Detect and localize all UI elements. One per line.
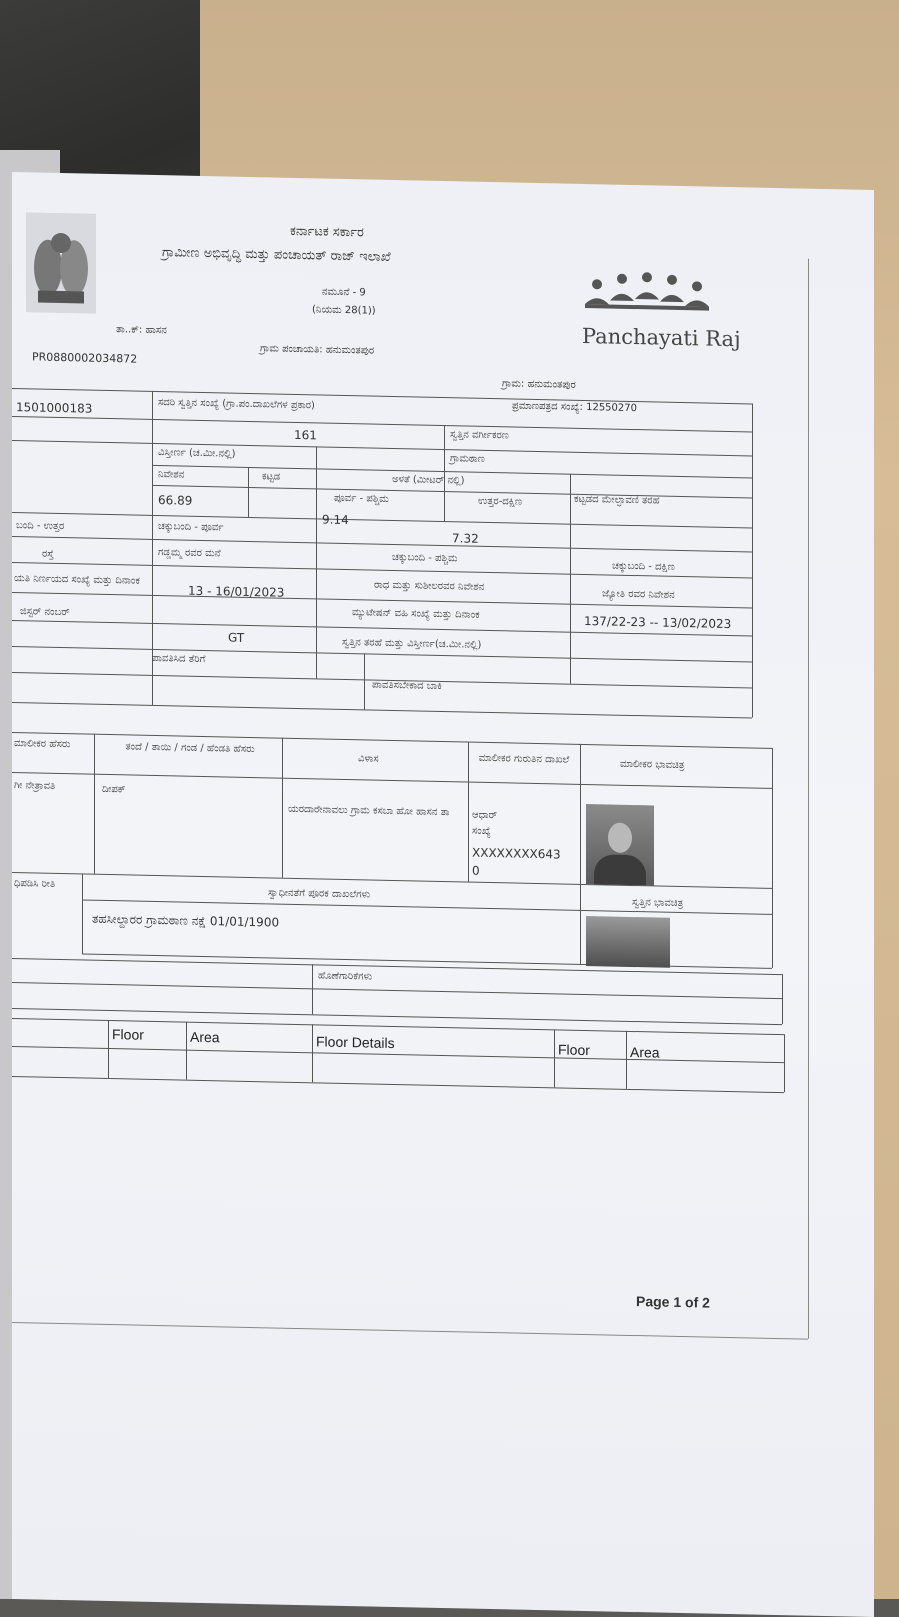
col-line — [82, 873, 83, 953]
acq-left-label: ಧಿಪಡಿಸಿ ರೀತಿ — [14, 878, 56, 890]
form-number: ನಮೂನೆ - 9 — [322, 286, 366, 299]
east-label: ಚಕ್ಕುಬಂದಿ - ಪೂರ್ವ — [158, 521, 224, 534]
owner-id-label: ಮಾಲೀಕರ ಗುರುತಿನ ದಾಖಲೆ — [478, 752, 570, 766]
row-line — [12, 702, 752, 719]
owner-id-line1: ಆಧಾರ್ — [472, 809, 498, 822]
col-line — [312, 964, 313, 1014]
prop-type-label: ಸ್ವತ್ತಿನ ವರ್ಗೀಕರಣ — [450, 429, 509, 442]
left-id: 1501000183 — [16, 400, 93, 416]
row-line — [12, 512, 752, 529]
resolution-value: 13 - 16/01/2023 — [188, 583, 285, 600]
col-line — [108, 1020, 109, 1078]
col-line — [364, 653, 365, 709]
floor-header-1: Floor — [112, 1026, 144, 1043]
property-photo — [586, 916, 670, 968]
prop-no-value: 161 — [294, 427, 317, 443]
col-line — [248, 467, 249, 517]
floor-details-header: Floor Details — [316, 1033, 395, 1052]
prop-desc-label: ಸ್ವತ್ತಿನ ತರಹೆ ಮತ್ತು ವಿಸ್ತೀರ್ಣ(ಚ.ಮೀ.ನಲ್ಲಿ) — [342, 636, 482, 651]
panchayati-raj-logo-icon — [577, 264, 717, 327]
ew-value: 9.14 — [322, 512, 349, 528]
west-value: ರಾಧ ಮತ್ತು ಸುಶೀಲರವರ ನಿವೇಶನ — [374, 579, 485, 593]
logo-text: Panchayati Raj — [582, 323, 741, 352]
gov-title: ಕರ್ನಾಟಕ ಸರ್ಕಾರ — [290, 223, 364, 241]
col-line — [580, 884, 581, 964]
father-label: ತಂದೆ / ತಾಯಿ / ಗಂಡ / ಹೆಂಡತಿ ಹೆಸರು — [125, 741, 255, 756]
liabilities-label: ಹೊಣೆಗಾರಿಕೆಗಳು — [318, 970, 373, 983]
row-line — [152, 485, 752, 499]
property-id: PR0880002034872 — [32, 350, 138, 366]
gt-value: GT — [228, 630, 245, 645]
col-line — [468, 742, 469, 882]
area-header-1: Area — [190, 1028, 220, 1046]
col-line — [626, 1031, 627, 1089]
row-line — [12, 1076, 784, 1093]
col-line — [186, 1022, 187, 1080]
prop-photo-label: ಸ್ವತ್ತಿನ ಭಾವಚಿತ್ರ — [632, 896, 684, 910]
owner-name-value: ಗೀ ನೇತ್ರಾವತಿ — [14, 780, 56, 792]
owner-id-line2: ಸಂಖ್ಯೆ — [472, 825, 491, 838]
col-line — [784, 1034, 785, 1092]
tax-bal-label: ಪಾವತಿಸಬೇಕಾದ ಬಾಕಿ — [372, 679, 442, 693]
certificate-number: ಪ್ರಮಾಣಪತ್ರದ ಸಂಖ್ಯೆ: 12550270 — [512, 400, 637, 415]
floor-header-2: Floor — [558, 1041, 590, 1059]
left-resolution-label: ಯತಿ ನಿರ್ಣಯದ ಸಂಖ್ಯೆ ಮತ್ತು ದಿನಾಂಕ — [14, 573, 140, 587]
col-line — [782, 974, 783, 1024]
col-line — [752, 404, 753, 718]
owner-photo-label: ಮಾಲೀಕರ ಭಾವಚಿತ್ರ — [620, 758, 685, 772]
ns-label: ಉತ್ತರ-ದಕ್ಷಿಣ — [478, 495, 523, 508]
state-emblem-icon — [26, 212, 96, 313]
area-header-2: Area — [630, 1043, 660, 1061]
row-line — [12, 416, 752, 433]
area-label: ವಿಸ್ತೀರ್ಣ (ಚ.ಮೀ.ನಲ್ಲಿ) — [158, 447, 236, 460]
area-value: 66.89 — [158, 493, 193, 508]
col-line — [94, 734, 95, 874]
row-line — [12, 440, 752, 457]
row-line — [12, 388, 752, 405]
left-road-label: ರಸ್ತೆ — [42, 548, 54, 560]
building-label: ಕಟ್ಟಡ — [262, 471, 281, 483]
document-page — [12, 172, 874, 1617]
row-line — [12, 872, 772, 889]
row-line — [12, 1008, 782, 1025]
mutation-label: ಮ್ಯುಟೇಷನ್ ವಹಿ ಸಂಖ್ಯೆ ಮತ್ತು ದಿನಾಂಕ — [352, 607, 480, 621]
col-line — [282, 738, 283, 878]
south-value: ಜ್ಯೋತಿ ರವರ ನಿವೇಶನ — [602, 588, 675, 601]
prop-type-value: ಗ್ರಾಮಠಾಣ — [450, 453, 485, 465]
tax-label: ಪಾವತಿಸಿದ ತೆರಿಗೆ — [152, 652, 206, 666]
docs-value: ತಹಸೀಲ್ದಾರರ ಗ್ರಾಮಠಾಣ ನಕ್ಷೆ 01/01/1900 — [92, 911, 280, 930]
ns-value: 7.32 — [452, 531, 479, 546]
row-line — [12, 536, 752, 553]
docs-label: ಸ್ವಾಧೀನತೆಗೆ ಪೂರಕ ದಾಖಲೆಗಳು — [268, 887, 371, 901]
row-line — [12, 982, 782, 999]
owner-photo — [586, 804, 654, 885]
gram-panchayat: ಗ್ರಾಮ ಪಂಚಾಯತಿ: ಹನುಮಂತಪುರ — [260, 343, 375, 357]
address-value: ಯರದಾರೇನಾವಲು ಗ್ರಾಮ ಕಸಬಾ ಹೋ ಹಾಸನ ತಾ — [288, 803, 450, 819]
page-frame-bottom — [12, 1322, 808, 1340]
row-line — [12, 1043, 784, 1063]
dim-label: ಅಳತೆ (ಮೀಟರ್ ನಲ್ಲಿ) — [392, 473, 465, 487]
left-register-label: ಜಿಸ್ಟರ್ ನಂಬರ್ — [20, 606, 70, 619]
taluk: ತಾ..ಕ್: ಹಾಸನ — [116, 324, 167, 337]
east-value: ಗಡ್ಡಮ್ಮ ರವರ ಮನೆ — [158, 547, 221, 560]
prop-no-label: ಸದರಿ ಸ್ವತ್ತಿನ ಸಂಖ್ಯೆ (ಗ್ರಾ.ಪಂ.ದಾಖಲೆಗಳ ಪ್ರಕಾರ) — [158, 397, 315, 412]
col-line — [316, 446, 317, 678]
owner-id-line4: 0 — [472, 863, 480, 878]
ew-label: ಪೂರ್ವ - ಪಶ್ಚಿಮ — [334, 492, 389, 505]
site-label: ನಿವೇಶನ — [158, 469, 185, 481]
dept-title: ಗ್ರಾಮೀಣ ಅಭಿವೃದ್ಧಿ ಮತ್ತು ಪಂಚಾಯತ್ ರಾಜ್ ಇಲಾಖೆ — [162, 245, 391, 265]
west-label: ಚಕ್ಕುಬಂದಿ - ಪಶ್ಚಿಮ — [392, 551, 458, 565]
address-label: ವಿಳಾಸ — [358, 753, 379, 765]
page-number: Page 1 of 2 — [636, 1293, 710, 1311]
col-line — [444, 425, 445, 521]
col-line — [772, 748, 773, 968]
roof-label: ಕಟ್ಟಡದ ಮೇಲ್ಛಾವಣಿ ತರಹ — [574, 493, 660, 507]
col-line — [554, 1029, 555, 1087]
col-line — [580, 744, 581, 884]
left-north-label: ಬಂದಿ - ಉತ್ತರ — [16, 520, 65, 533]
rule-number: (ನಿಯಮ 28(1)) — [312, 304, 376, 317]
village: ಗ್ರಾಮ: ಹನುಮಂತಪುರ — [502, 378, 576, 391]
page-frame-right — [808, 259, 809, 1339]
row-line — [12, 772, 772, 789]
col-line — [312, 1024, 313, 1082]
col-line — [570, 474, 571, 684]
father-value: ದೀಪಕ್ — [102, 783, 126, 796]
owner-name-label: ಮಾಲೀಕರ ಹೆಸರು — [14, 738, 71, 751]
owner-id-line3: XXXXXXXX643 — [472, 845, 561, 862]
mutation-value: 137/22-23 -- 13/02/2023 — [584, 613, 732, 632]
south-label: ಚಕ್ಕುಬಂದಿ - ದಕ್ಷಿಣ — [612, 560, 675, 573]
